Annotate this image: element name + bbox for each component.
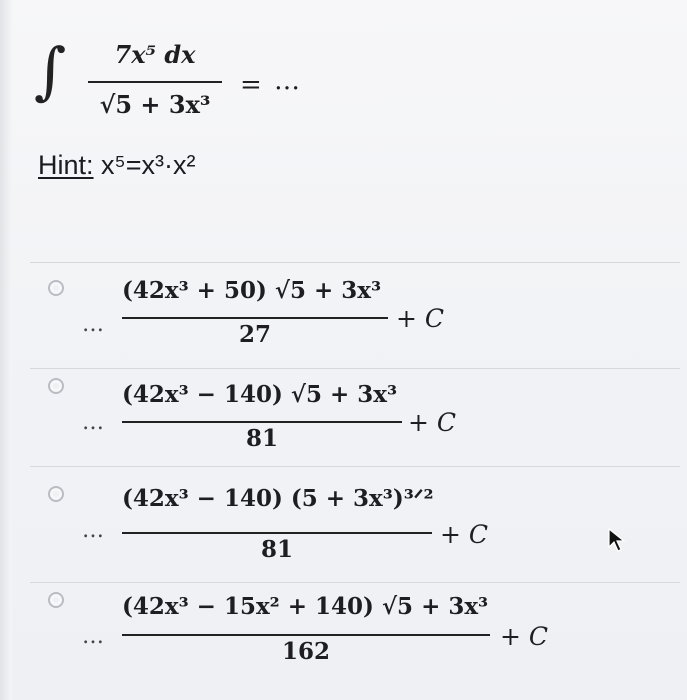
hint-label: Hint: bbox=[38, 150, 94, 180]
option-prefix: … bbox=[82, 624, 105, 649]
fraction-bar bbox=[122, 634, 490, 636]
radio-button-icon[interactable] bbox=[48, 378, 64, 394]
option-prefix: … bbox=[82, 518, 105, 543]
question-denominator: √5 + 3x³ bbox=[99, 90, 211, 119]
option-prefix: … bbox=[82, 312, 105, 337]
fraction-bar bbox=[122, 532, 432, 534]
integral-sign: ∫ bbox=[34, 34, 67, 107]
fraction-bar bbox=[122, 317, 388, 319]
hint-expression: x⁵=x³·x² bbox=[101, 150, 196, 180]
plus-c: + C bbox=[396, 304, 445, 333]
option-fraction bbox=[122, 592, 490, 672]
fraction-bar bbox=[88, 81, 222, 83]
answer-option-2[interactable] bbox=[0, 368, 687, 468]
option-fraction bbox=[122, 276, 388, 356]
plus-c: + C bbox=[500, 622, 549, 651]
equals-sign: = bbox=[240, 70, 262, 100]
mouse-pointer-icon bbox=[607, 527, 629, 553]
option-fraction bbox=[122, 484, 432, 564]
option-denominator: 81 bbox=[260, 536, 293, 563]
radio-button-icon[interactable] bbox=[48, 280, 64, 296]
question-numerator: 7x⁵ dx bbox=[114, 40, 196, 69]
radio-button-icon[interactable] bbox=[48, 592, 64, 608]
option-prefix: … bbox=[82, 410, 105, 435]
option-fraction bbox=[122, 380, 402, 460]
plus-c: + C bbox=[408, 408, 457, 437]
option-denominator: 27 bbox=[238, 321, 271, 348]
plus-c: + C bbox=[440, 520, 489, 549]
option-numerator: (42x³ − 15x² + 140) √5 + 3x³ bbox=[122, 593, 489, 620]
question-fraction bbox=[88, 40, 222, 120]
option-numerator: (42x³ + 50) √5 + 3x³ bbox=[122, 277, 382, 304]
option-denominator: 81 bbox=[245, 425, 278, 452]
question-ellipsis: … bbox=[274, 66, 302, 96]
answer-option-1[interactable] bbox=[0, 262, 687, 362]
fraction-bar bbox=[122, 421, 402, 423]
question bbox=[30, 26, 430, 136]
answer-option-4[interactable] bbox=[0, 582, 687, 682]
option-denominator: 162 bbox=[281, 638, 330, 665]
option-numerator: (42x³ − 140) (5 + 3x³)³ᐟ² bbox=[122, 485, 434, 512]
answer-option-3[interactable] bbox=[0, 466, 687, 566]
option-numerator: (42x³ − 140) √5 + 3x³ bbox=[122, 381, 398, 408]
hint bbox=[38, 150, 195, 181]
radio-button-icon[interactable] bbox=[48, 486, 64, 502]
